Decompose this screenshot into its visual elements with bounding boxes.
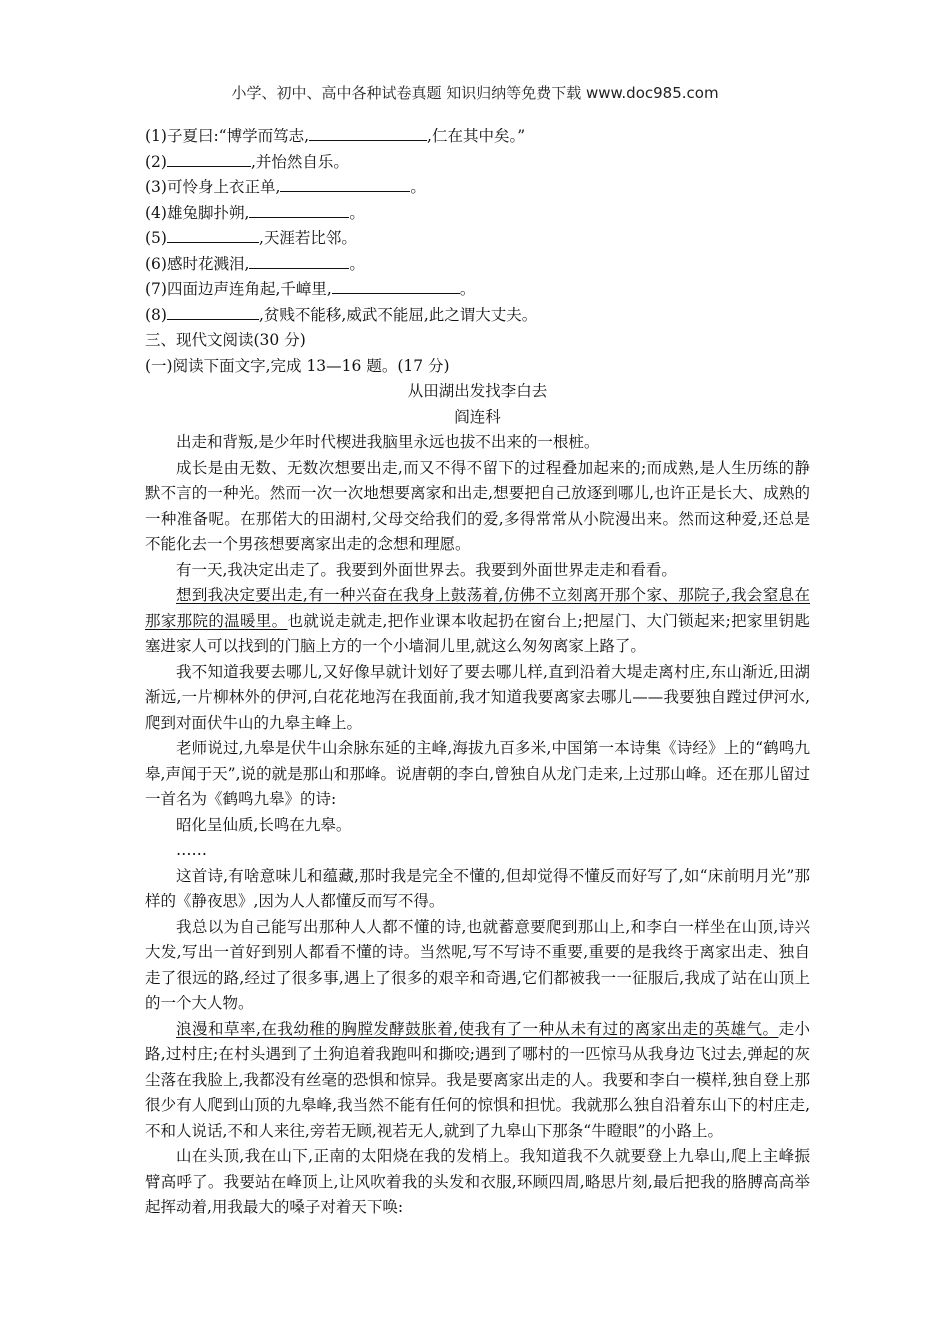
- article-author: 阎连科: [454, 407, 501, 426]
- fill-blank-6: (6)感时花溅泪, 。: [145, 252, 810, 278]
- paragraph-10: 山在头顶,我在山下,正南的太阳烧在我的发梢上。我知道我不久就要登上九皋山,爬上主峰振臂高呼了。我要站在峰顶上,让风吹着我的头发和衣服,环顾四周,略思片刻,最后把我的胳膊高高举起挥动着,用我最大的嗓子对着天下唤:: [145, 1147, 810, 1216]
- poem-line: 昭化呈仙质,长鸣在九皋。: [176, 815, 352, 834]
- answer-blank[interactable]: [249, 201, 349, 218]
- section-subheading: (一)阅读下面文字,完成 13—16 题。(17 分): [145, 356, 450, 375]
- paragraph-6: 老师说过,九皋是伏牛山余脉东延的主峰,海拔九百多米,中国第一本诗集《诗经》上的“鹤鸣九皋,声闻于天”,说的就是那山和那峰。说唐朝的李白,曾独自从龙门走来,上过那山峰。还在那儿留过一首名为《鹤鸣九皋》的诗:: [145, 739, 810, 808]
- answer-blank[interactable]: [309, 124, 427, 141]
- underlined-sentence: 想到我决定要出走,有一种兴奋在我身上鼓荡着,仿佛不立刻离开那个家、那院子,我会窒息在那家那院的温暖里。: [145, 586, 810, 630]
- fill-blank-7: (7)四面边声连角起,千嶂里, 。: [145, 277, 810, 303]
- answer-blank[interactable]: [167, 226, 259, 243]
- paragraph-8: 我总以为自己能写出那种人人都不懂的诗,也就蓄意要爬到那山上,和李白一样坐在山顶,诗兴大发,写出一首好到别人都看不懂的诗。当然呢,写不写诗不重要,重要的是我终于离家出走、独自走了很远的路,经过了很多事,遇上了很多的艰辛和奇遇,它们都被我一一征服后,我成了站在山顶上的一个大人物。: [145, 917, 810, 1012]
- answer-blank[interactable]: [280, 175, 410, 192]
- fill-blank-2: (2) ,并怡然自乐。: [145, 150, 810, 176]
- answer-blank[interactable]: [332, 277, 460, 294]
- poem-ellipsis: ……: [176, 841, 207, 859]
- paragraph-5: 我不知道我要去哪儿,又好像早就计划好了要去哪儿样,直到沿着大堤走离村庄,东山渐近,田湖渐远,一片柳林外的伊河,白花花地泻在我面前,我才知道我要离家去哪儿——我要独自蹚过伊河水,爬到对面伏牛山的九皋主峰上。: [145, 662, 810, 732]
- fill-blank-4: (4)雄兔脚扑朔, 。: [145, 201, 810, 227]
- answer-blank[interactable]: [167, 303, 259, 320]
- main-content: [145, 124, 810, 1221]
- answer-blank[interactable]: [167, 150, 251, 167]
- paragraph-9: 浪漫和草率,在我幼稚的胸膛发酵鼓胀着,使我有了一种从未有过的离家出走的英雄气。走小路,过村庄;在村头遇到了土狗追着我跑叫和撕咬;遇到了哪村的一匹惊马从我身边飞过去,弹起的灰尘落在我脸上,我都没有丝毫的恐惧和惊异。我是要离家出走的人。我要和李白一模样,独自登上那很少有人爬到山顶的九皋峰,我当然不能有任何的惊惧和担忧。我就那么独自沿着东山下的村庄走,不和人说话,不和人来往,旁若无顾,视若无人,就到了九皋山下那条“牛瞪眼”的小路上。: [145, 1019, 810, 1140]
- paragraph-2: 成长是由无数、无数次想要出走,而又不得不留下的过程叠加起来的;而成熟,是人生历练的静默不言的一种光。然而一次一次地想要离家和出走,想要把自己放逐到哪儿,也许正是长大、成熟的一种准备呢。在那偌大的田湖村,父母交给我们的爱,多得常常从小院漫出来。然而这种爱,还总是不能化去一个男孩想要离家出走的念想和理愿。: [145, 458, 810, 553]
- paragraph-3: 有一天,我决定出走了。我要到外面世界去。我要到外面世界走走和看看。: [176, 560, 677, 579]
- fill-blank-5: (5) ,天涯若比邻。: [145, 226, 810, 252]
- paragraph-1: 出走和背叛,是少年时代楔进我脑里永远也拔不出来的一根桩。: [176, 433, 600, 451]
- fill-blank-8: (8) ,贫贱不能移,威武不能屈,此之谓大丈夫。: [145, 303, 810, 329]
- page-header: 小学、初中、高中各种试卷真题 知识归纳等免费下载 www.doc985.com: [231, 84, 719, 102]
- article-title: 从田湖出发找李白去: [407, 382, 548, 400]
- paragraph-4: 想到我决定要出走,有一种兴奋在我身上鼓荡着,仿佛不立刻离开那个家、那院子,我会窒息在那家那院的温暖里。也就说走就走,把作业课本收起扔在窗台上;把屋门、大门锁起来;把家里钥匙塞进家人可以找到的门脑上方的一个小墙洞儿里,就这么匆匆离家上路了。: [145, 586, 810, 655]
- answer-blank[interactable]: [249, 252, 349, 269]
- fill-blank-1: (1)子夏曰:“博学而笃志, ,仁在其中矣。”: [145, 124, 810, 150]
- paragraph-7: 这首诗,有啥意味儿和蕴藏,那时我是完全不懂的,但却觉得不懂反而好写了,如“床前明月光”那样的《静夜思》,因为人人都懂反而写不得。: [145, 866, 810, 910]
- section-heading: 三、现代文阅读(30 分): [145, 331, 306, 349]
- fill-blank-3: (3)可怜身上衣正单, 。: [145, 175, 810, 201]
- underlined-sentence: 浪漫和草率,在我幼稚的胸膛发酵鼓胀着,使我有了一种从未有过的离家出走的英雄气。: [176, 1019, 779, 1038]
